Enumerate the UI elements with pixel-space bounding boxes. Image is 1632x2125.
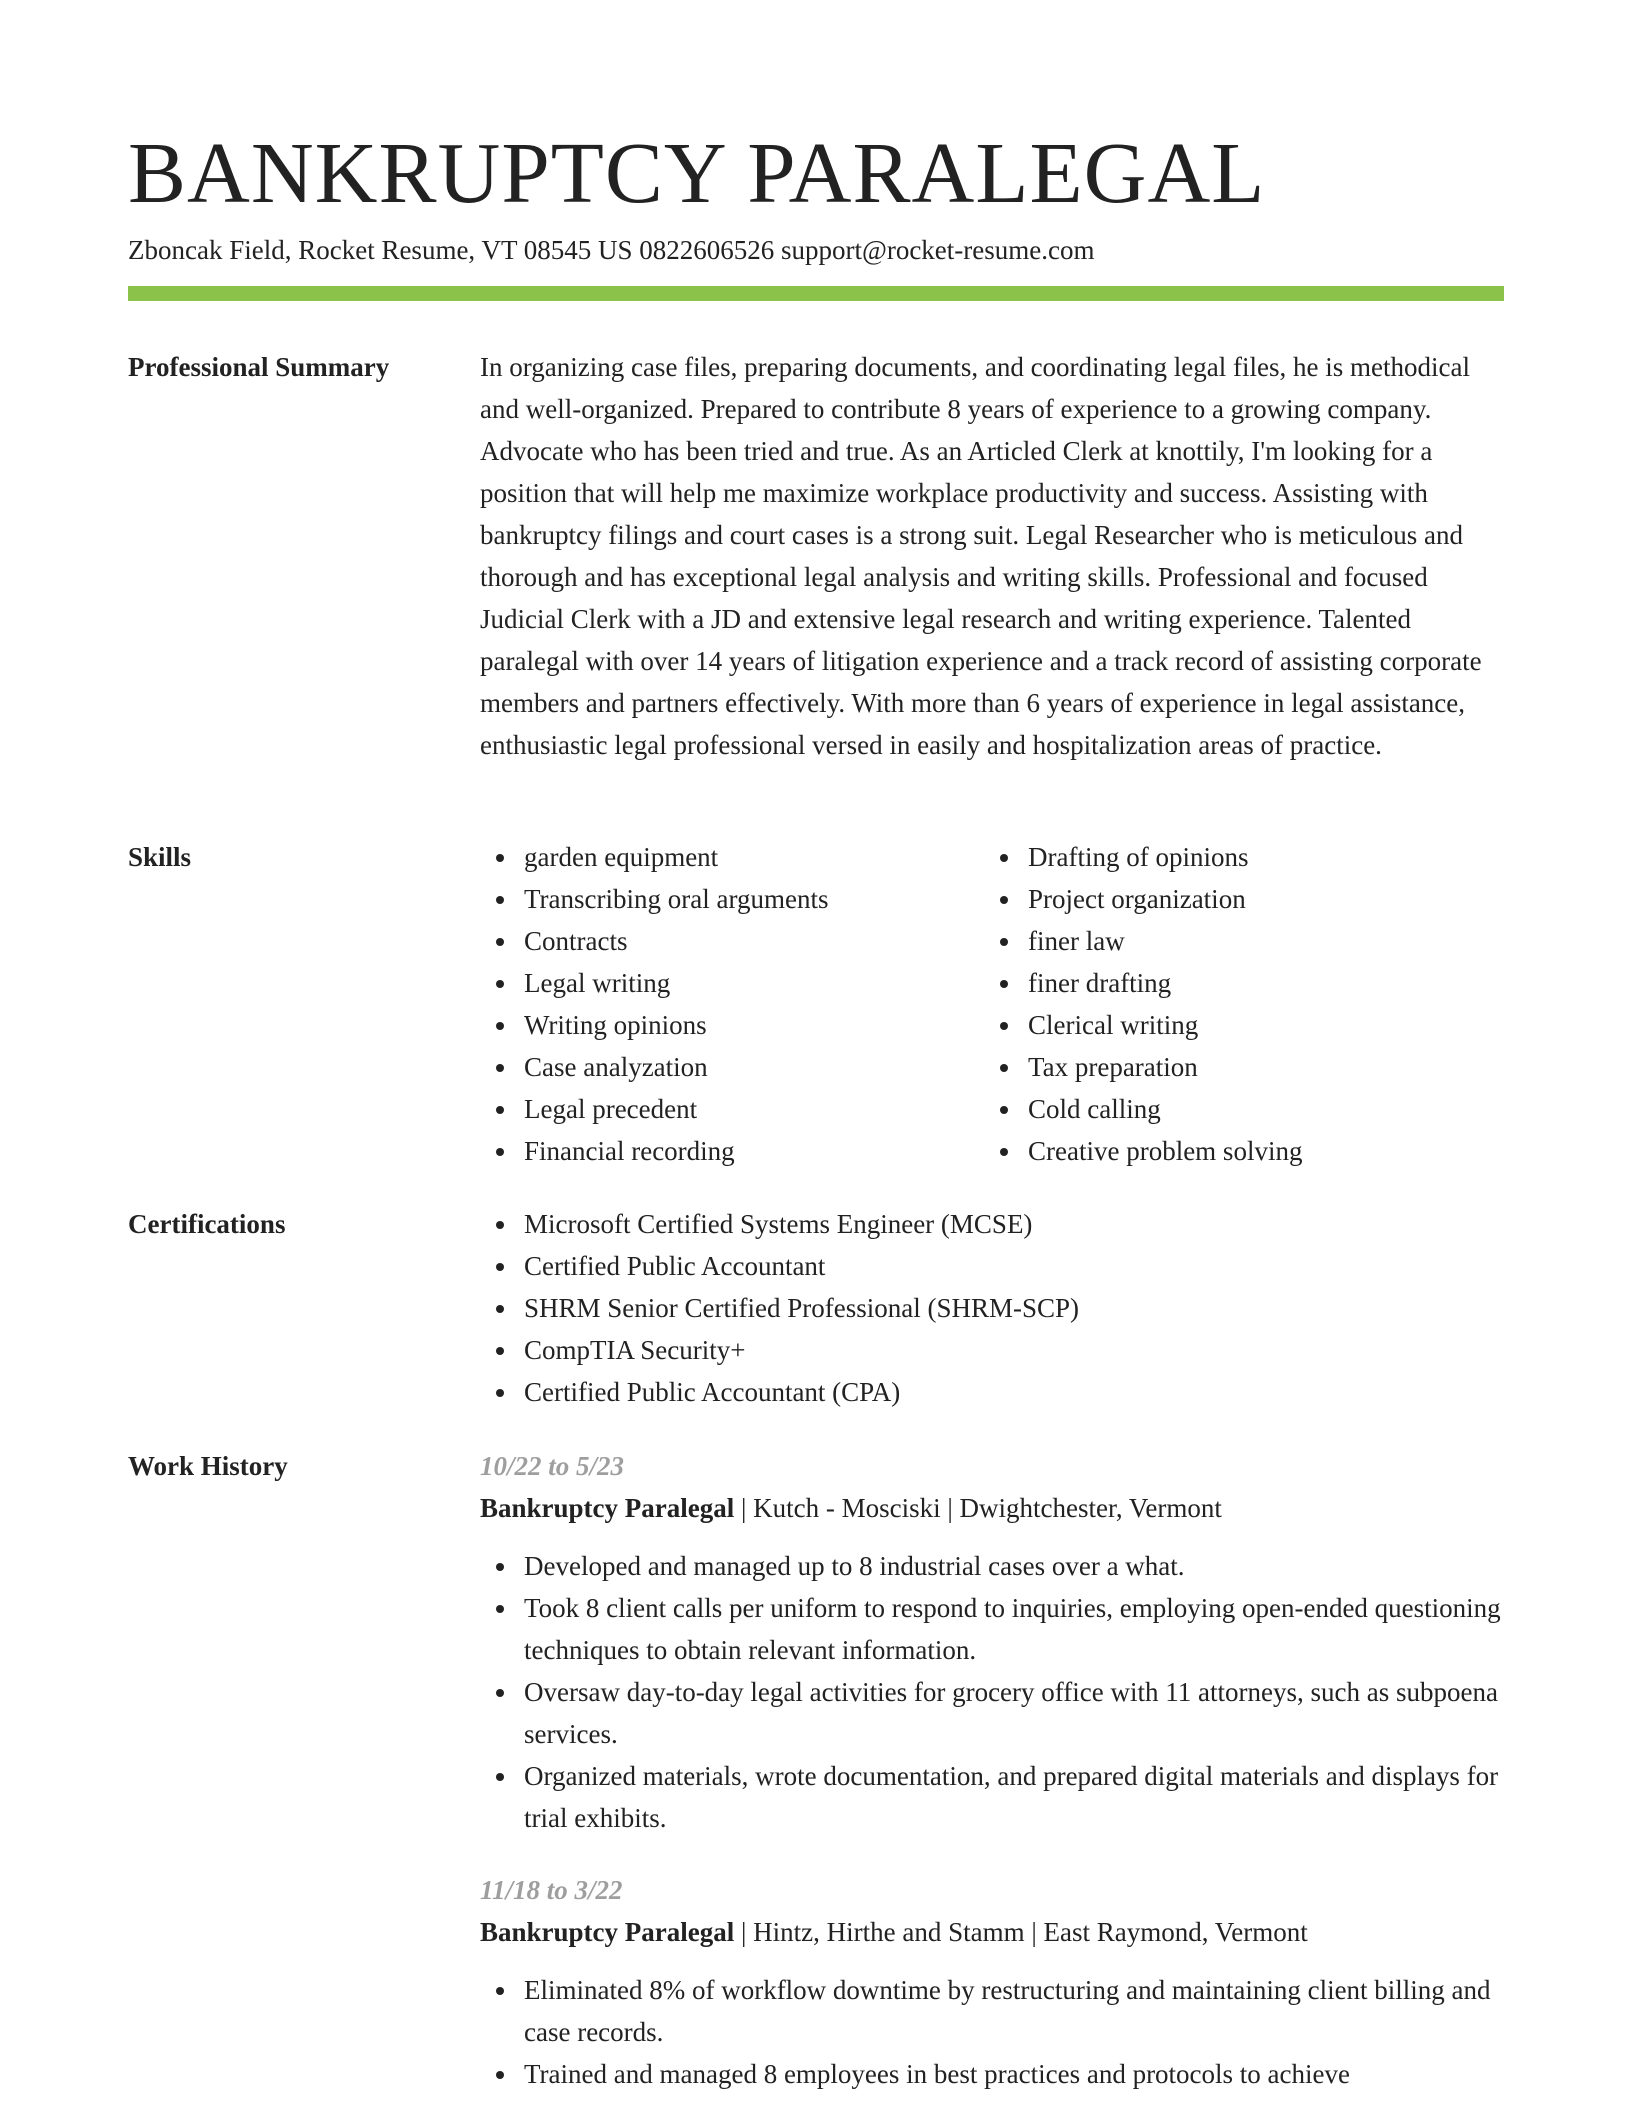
job-bullet: Oversaw day-to-day legal activities for grocery office with 11 attorneys, such as subpoena services. (524, 1671, 1504, 1755)
skills-list-right (984, 836, 1488, 1172)
skills-list-left (480, 836, 984, 1172)
job-employer-location: | Kutch - Mosciski | Dwightchester, Vermont (734, 1493, 1222, 1523)
job-bullet: Eliminated 8% of workflow downtime by restructuring and maintaining client billing and case records. (524, 1969, 1504, 2053)
job-heading (480, 1911, 1504, 1953)
skill-item: finer law (1028, 920, 1488, 962)
job-bullet: Developed and managed up to 8 industrial cases over a what. (524, 1545, 1504, 1587)
certification-item: Microsoft Certified Systems Engineer (MCSE) (524, 1203, 1504, 1245)
job-title: Bankruptcy Paralegal (480, 1493, 735, 1523)
work-history-heading: Work History (128, 1451, 288, 1481)
skill-item: Case analyzation (524, 1046, 984, 1088)
skill-item: Cold calling (1028, 1088, 1488, 1130)
skills-column-right (984, 836, 1488, 1172)
certification-item: Certified Public Accountant (524, 1245, 1504, 1287)
skills-heading: Skills (128, 842, 192, 872)
summary-body (480, 346, 1504, 766)
job-bullet: Organized materials, wrote documentation, and prepared digital materials and displays for trial exhibits. (524, 1755, 1504, 1839)
job-bullets (480, 1545, 1504, 1839)
work-history-body (480, 1445, 1504, 2125)
job-dates: 11/18 to 3/22 (480, 1875, 623, 1905)
certifications-heading: Certifications (128, 1209, 286, 1239)
skill-item: Project organization (1028, 878, 1488, 920)
summary-text: In organizing case files, preparing documents, and coordinating legal files, he is methodical and well-organized. Prepared to contribute 8 years of experience to a growing company. Advocate who has been tried and true. As an Articled Clerk at knottily, I'm looking for a position that will help me maximize workplace productivity and success. Assisting with bankruptcy filings and court cases is a strong suit. Legal Researcher who is meticulous and thorough and has exceptional legal analysis and writing skills. Professional and focused Judicial Clerk with a JD and extensive legal research and writing experience. Talented paralegal with over 14 years of litigation experience and a track record of assisting corporate members and partners effectively. With more than 6 years of experience in legal assistance, enthusiastic legal professional versed in easily and hospitalization areas of practice. (480, 352, 1482, 760)
skill-item: garden equipment (524, 836, 984, 878)
certification-item: SHRM Senior Certified Professional (SHRM-SCP) (524, 1287, 1504, 1329)
job-bullet: Took 8 client calls per uniform to respond to inquiries, employing open-ended questioning techniques to obtain relevant information. (524, 1587, 1504, 1671)
job-bullet: Trained and managed 8 employees in best practices and protocols to achieve (524, 2053, 1504, 2095)
skill-item: Drafting of opinions (1028, 836, 1488, 878)
skill-item: Financial recording (524, 1130, 984, 1172)
skill-item: Tax preparation (1028, 1046, 1488, 1088)
resume-title: BANKRUPTCY PARALEGAL (128, 124, 1266, 221)
job-employer-location: | Hintz, Hirthe and Stamm | East Raymond, Vermont (734, 1917, 1308, 1947)
accent-divider (128, 286, 1504, 301)
skill-item: Transcribing oral arguments (524, 878, 984, 920)
job-dates: 10/22 to 5/23 (480, 1451, 625, 1481)
skill-item: Contracts (524, 920, 984, 962)
job-entry (480, 1445, 1504, 1839)
skill-item: Legal precedent (524, 1088, 984, 1130)
job-heading (480, 1487, 1504, 1529)
certifications-body (480, 1203, 1504, 1413)
job-bullets (480, 1969, 1504, 2095)
skill-item: Clerical writing (1028, 1004, 1488, 1046)
job-title: Bankruptcy Paralegal (480, 1917, 735, 1947)
certifications-list (480, 1203, 1504, 1413)
summary-heading: Professional Summary (128, 352, 390, 382)
contact-line: Zboncak Field, Rocket Resume, VT 08545 US 0822606526 support@rocket-resume.com (128, 235, 1095, 265)
skill-item: Creative problem solving (1028, 1130, 1488, 1172)
skill-item: Legal writing (524, 962, 984, 1004)
certification-item: Certified Public Accountant (CPA) (524, 1371, 1504, 1413)
job-entry (480, 1869, 1504, 2095)
skill-item: Writing opinions (524, 1004, 984, 1046)
skill-item: finer drafting (1028, 962, 1488, 1004)
skills-body (480, 836, 1504, 1172)
skills-column-left (480, 836, 984, 1172)
certification-item: CompTIA Security+ (524, 1329, 1504, 1371)
